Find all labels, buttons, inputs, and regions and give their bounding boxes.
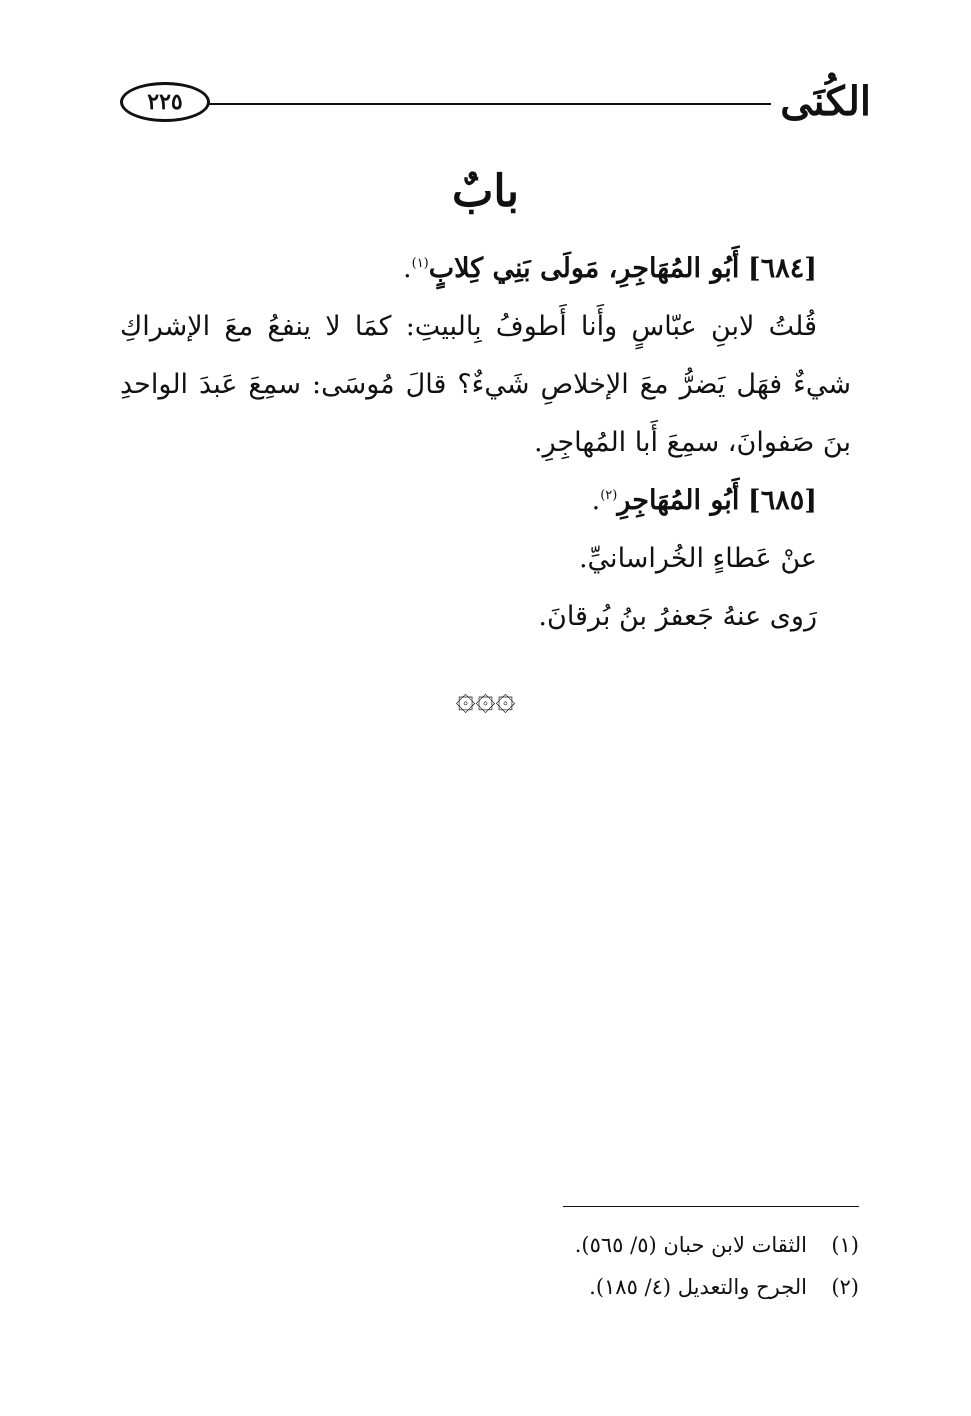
entry-684-name: أَبُو المُهَاجِرِ، مَولَى بَنِي كِلابٍ [428, 253, 740, 284]
body-text [120, 240, 851, 646]
running-title: الكُنَى [780, 78, 871, 125]
footnote-ref-2: (٢) [600, 488, 618, 503]
entry-685-line-1: عنْ عَطاءٍ الخُراسانيِّ. [578, 543, 817, 574]
footnote-2-text: الجرح والتعديل (٤/ ١٨٥). [589, 1275, 807, 1299]
footnote-1-marker: (١) [831, 1233, 859, 1257]
page-number: ٢٢٥ [120, 82, 210, 122]
header-rule [208, 103, 771, 105]
entry-684-heading [120, 240, 851, 298]
entry-685-heading [120, 472, 851, 530]
running-header [120, 76, 871, 136]
footnote-2 [299, 1266, 859, 1308]
entry-685-line-2: رَوى عنهُ جَعفرُ بنُ بُرقانَ. [538, 601, 817, 632]
footnote-2-marker: (٢) [831, 1275, 859, 1299]
entry-685-number: [٦٨٥] [747, 485, 817, 516]
ornament-divider: ۞۞۞ [455, 678, 516, 718]
footnote-ref-1: (١) [411, 256, 429, 271]
entry-685-name: أَبُو المُهَاجِرِ [617, 485, 740, 516]
entry-684-number: [٦٨٤] [747, 253, 817, 284]
footnote-1 [299, 1224, 859, 1266]
entry-685-end: . [591, 485, 601, 516]
entry-684-text: قُلتُ لابنِ عبّاسٍ وأَنا أَطوفُ بِالبيتِ: كمَا لا ينفعُ معَ الإشراكِ شيءٌ فهَل يَضرُّ معَ الإخلاصِ شَيءٌ؟ قالَ مُوسَى: سمِعَ عَبدَ الواحدِ بنَ صَفوانَ، سمِعَ أَبا المُهاجِرِ. [120, 311, 851, 458]
footnotes [299, 1224, 859, 1308]
footnote-rule [563, 1206, 859, 1207]
entry-684-end: . [403, 253, 412, 284]
footnote-1-text: الثقات لابن حبان (٥/ ٥٦٥). [574, 1233, 807, 1257]
chapter-title: بابٌ [451, 166, 520, 217]
